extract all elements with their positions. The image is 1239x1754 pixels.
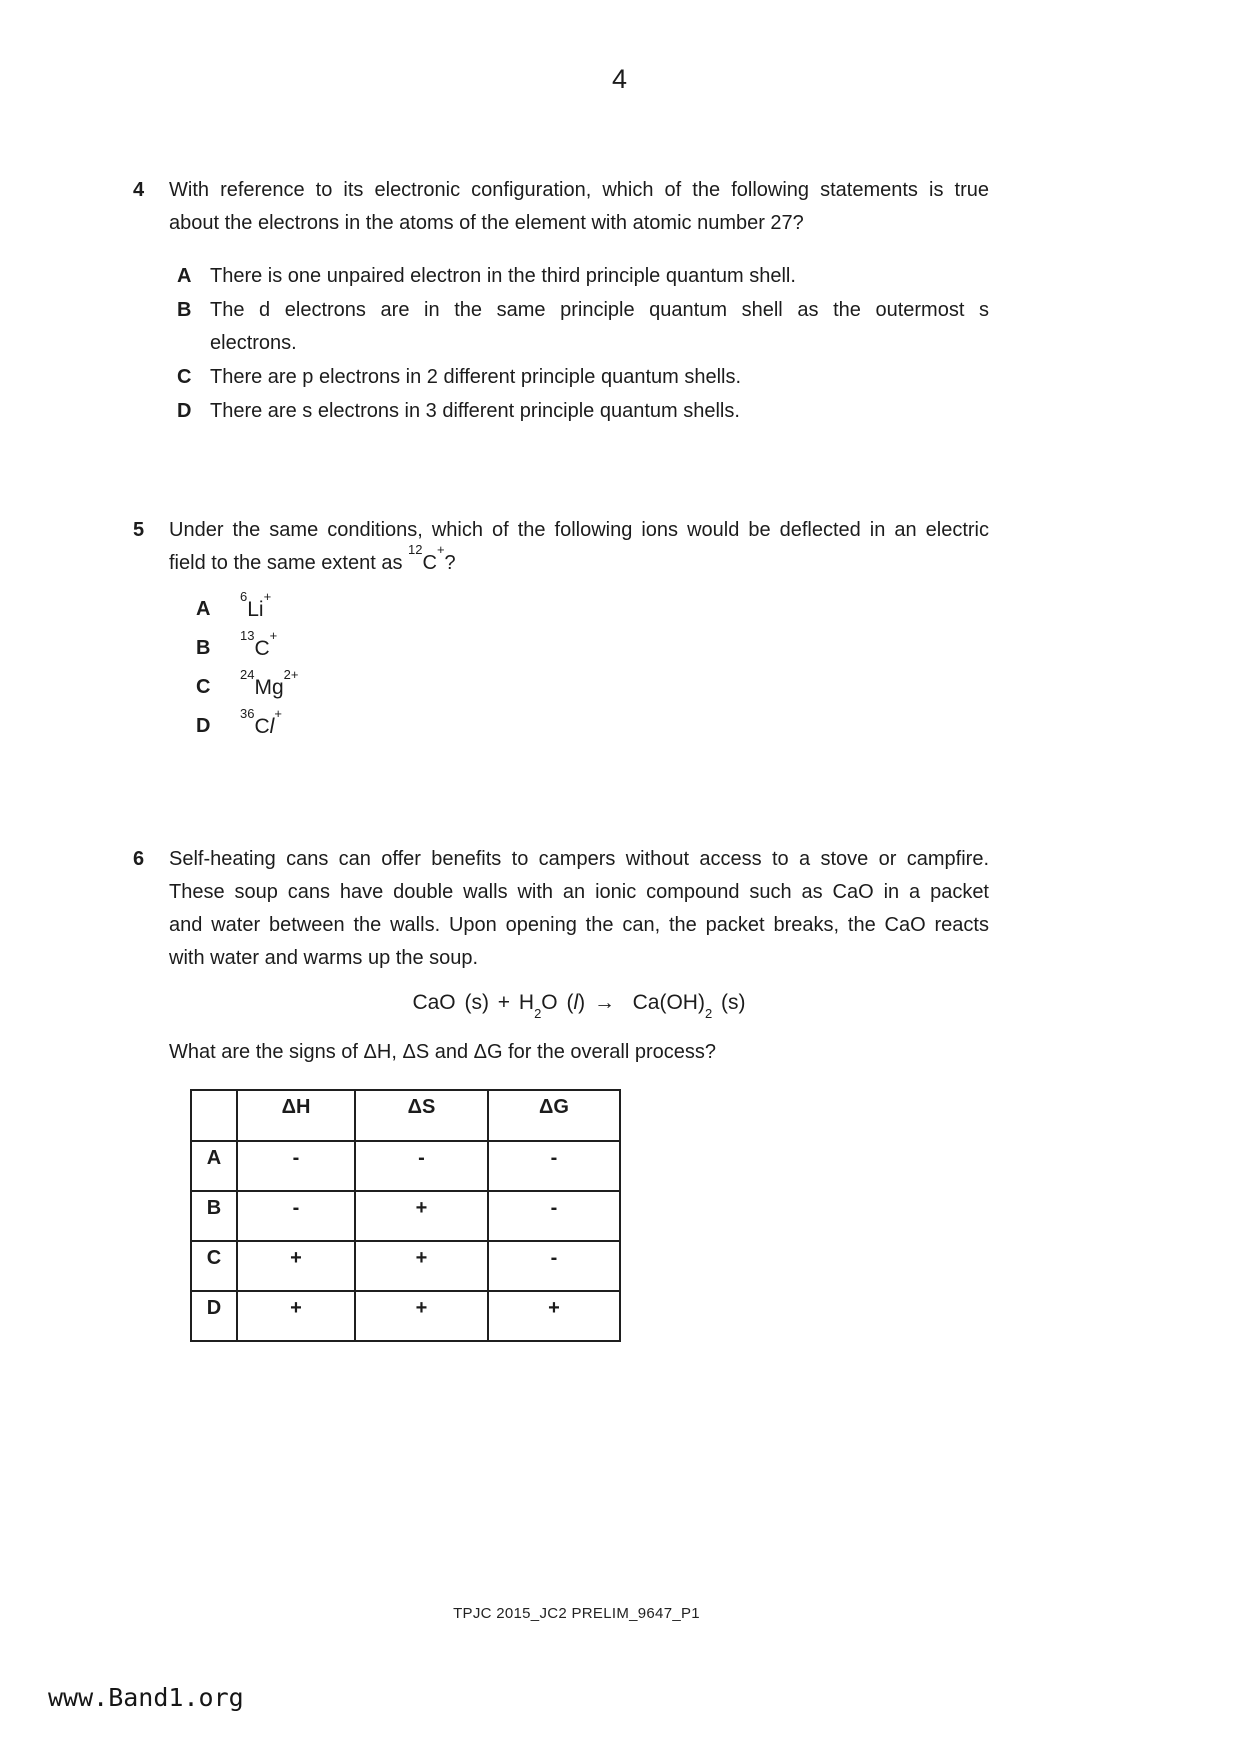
table-header-dH: ΔH: [237, 1090, 355, 1141]
option-a: [177, 260, 989, 293]
element-symbol: Li: [247, 598, 264, 621]
row-label: A: [191, 1141, 237, 1191]
subscript: 2: [704, 1006, 713, 1022]
option-b: [177, 294, 989, 360]
mass-number: 13: [240, 628, 255, 643]
option-d: [177, 395, 989, 428]
element-symbol: C: [254, 715, 270, 738]
table-cell: -: [488, 1141, 620, 1191]
table-cell: +: [355, 1241, 488, 1291]
option-label: C: [177, 366, 192, 388]
table-cell: -: [488, 1191, 620, 1241]
ion-charge: +: [436, 542, 445, 558]
row-label: D: [191, 1291, 237, 1341]
state-symbol-liquid: l: [573, 991, 579, 1014]
subscript: 2: [534, 1006, 542, 1022]
ion-formula: [240, 628, 989, 665]
option-b: [196, 628, 989, 665]
option-label: D: [196, 715, 211, 737]
table-row-c: [191, 1241, 620, 1291]
ion-charge: 2+: [283, 667, 299, 682]
exam-content: [0, 174, 1239, 1342]
option-label: B: [177, 299, 192, 321]
option-text: There is one unpaired electron in the third principle quantum shell.: [210, 265, 796, 287]
question-5-number: 5: [133, 519, 145, 541]
signs-table: [190, 1089, 621, 1342]
ion-formula: [240, 667, 989, 704]
option-label: D: [177, 400, 192, 422]
question-6: [133, 843, 989, 1342]
table-cell: -: [237, 1141, 355, 1191]
stem-line: Self-heating cans can offer benefits to campers without access to a stove or campfire.: [169, 848, 989, 870]
table-cell: +: [237, 1291, 355, 1341]
table-cell: -: [355, 1141, 488, 1191]
mass-number: 24: [240, 667, 255, 682]
table-header-dG: ΔG: [488, 1090, 620, 1141]
option-label: C: [196, 676, 211, 698]
stem-line: and water between the walls. Upon opening the can, the packet breaks, the CaO reacts: [169, 914, 989, 936]
element-symbol-italic: l: [269, 715, 275, 738]
option-text: There are p electrons in 2 different principle quantum shells.: [210, 366, 742, 388]
element-symbol: C: [254, 637, 270, 660]
option-a: [196, 589, 989, 626]
question-5-stem: [169, 514, 989, 580]
question-6-number: 6: [133, 848, 145, 870]
table-row-b: [191, 1191, 620, 1241]
table-header-dS: ΔS: [355, 1090, 488, 1141]
question-6-stem: [169, 843, 989, 975]
element-symbol: C: [422, 552, 437, 574]
row-label: B: [191, 1191, 237, 1241]
table-row-d: [191, 1291, 620, 1341]
chemical-equation: CaO $(s) + H_2O$ $(l) \to Ca(OH)_2$ (s): [412, 991, 746, 1022]
ion-charge: +: [263, 589, 272, 604]
option-label: A: [177, 265, 192, 287]
question-5: [133, 514, 989, 749]
option-c: [196, 667, 989, 704]
stem-line: These soup cans have double walls with an ionic compound such as CaO in a packet: [169, 881, 989, 903]
stem-line: With reference to its electronic configuration, which of the following statements is true: [169, 179, 989, 201]
option-text-line: The d electrons are in the same principle quantum shell as the outermost s: [210, 299, 989, 321]
element-symbol: Mg: [254, 676, 284, 699]
question-4-number: 4: [133, 179, 145, 201]
stem-line: about the electrons in the atoms of the element with atomic number 27?: [169, 212, 804, 234]
site-watermark: www.Band1.org: [48, 1683, 244, 1712]
ion-charge: +: [274, 706, 282, 721]
mass-number: 36: [240, 706, 255, 721]
table-cell: +: [237, 1241, 355, 1291]
question-6-prompt: What are the signs of ΔH, ΔS and ΔG for the overall process?: [169, 1041, 716, 1063]
option-text: There are s electrons in 3 different principle quantum shells.: [210, 400, 740, 422]
question-4-options: [177, 260, 989, 428]
ion-formula: [240, 589, 989, 626]
table-row-a: [191, 1141, 620, 1191]
table-corner-cell: [191, 1090, 237, 1141]
question-5-options: [196, 589, 989, 743]
row-label: C: [191, 1241, 237, 1291]
table-cell: -: [237, 1191, 355, 1241]
stem-line: with water and warms up the soup.: [169, 947, 479, 969]
reaction-arrow: →: [593, 991, 615, 1014]
table-cell: +: [355, 1291, 488, 1341]
table-header-row: [191, 1090, 620, 1141]
option-c: [177, 361, 989, 394]
ion-formula: [240, 706, 989, 743]
mass-number: 6: [240, 589, 248, 604]
table-cell: +: [355, 1191, 488, 1241]
mass-number: 12: [408, 542, 423, 558]
page-number: 4: [611, 64, 628, 94]
question-4-stem: [169, 174, 989, 240]
question-4: [133, 174, 989, 429]
ion-charge: +: [269, 628, 278, 643]
table-cell: +: [488, 1291, 620, 1341]
stem-line: field to the same extent as $^{12}$C+?: [169, 542, 456, 574]
exam-footer: TPJC 2015_JC2 PRELIM_9647_P1: [453, 1605, 700, 1622]
stem-line: Under the same conditions, which of the following ions would be deflected in an electric: [169, 519, 989, 541]
option-d: [196, 706, 989, 743]
table-cell: -: [488, 1241, 620, 1291]
option-label: B: [196, 637, 211, 659]
option-text-line: electrons.: [210, 332, 297, 354]
option-label: A: [196, 598, 211, 620]
